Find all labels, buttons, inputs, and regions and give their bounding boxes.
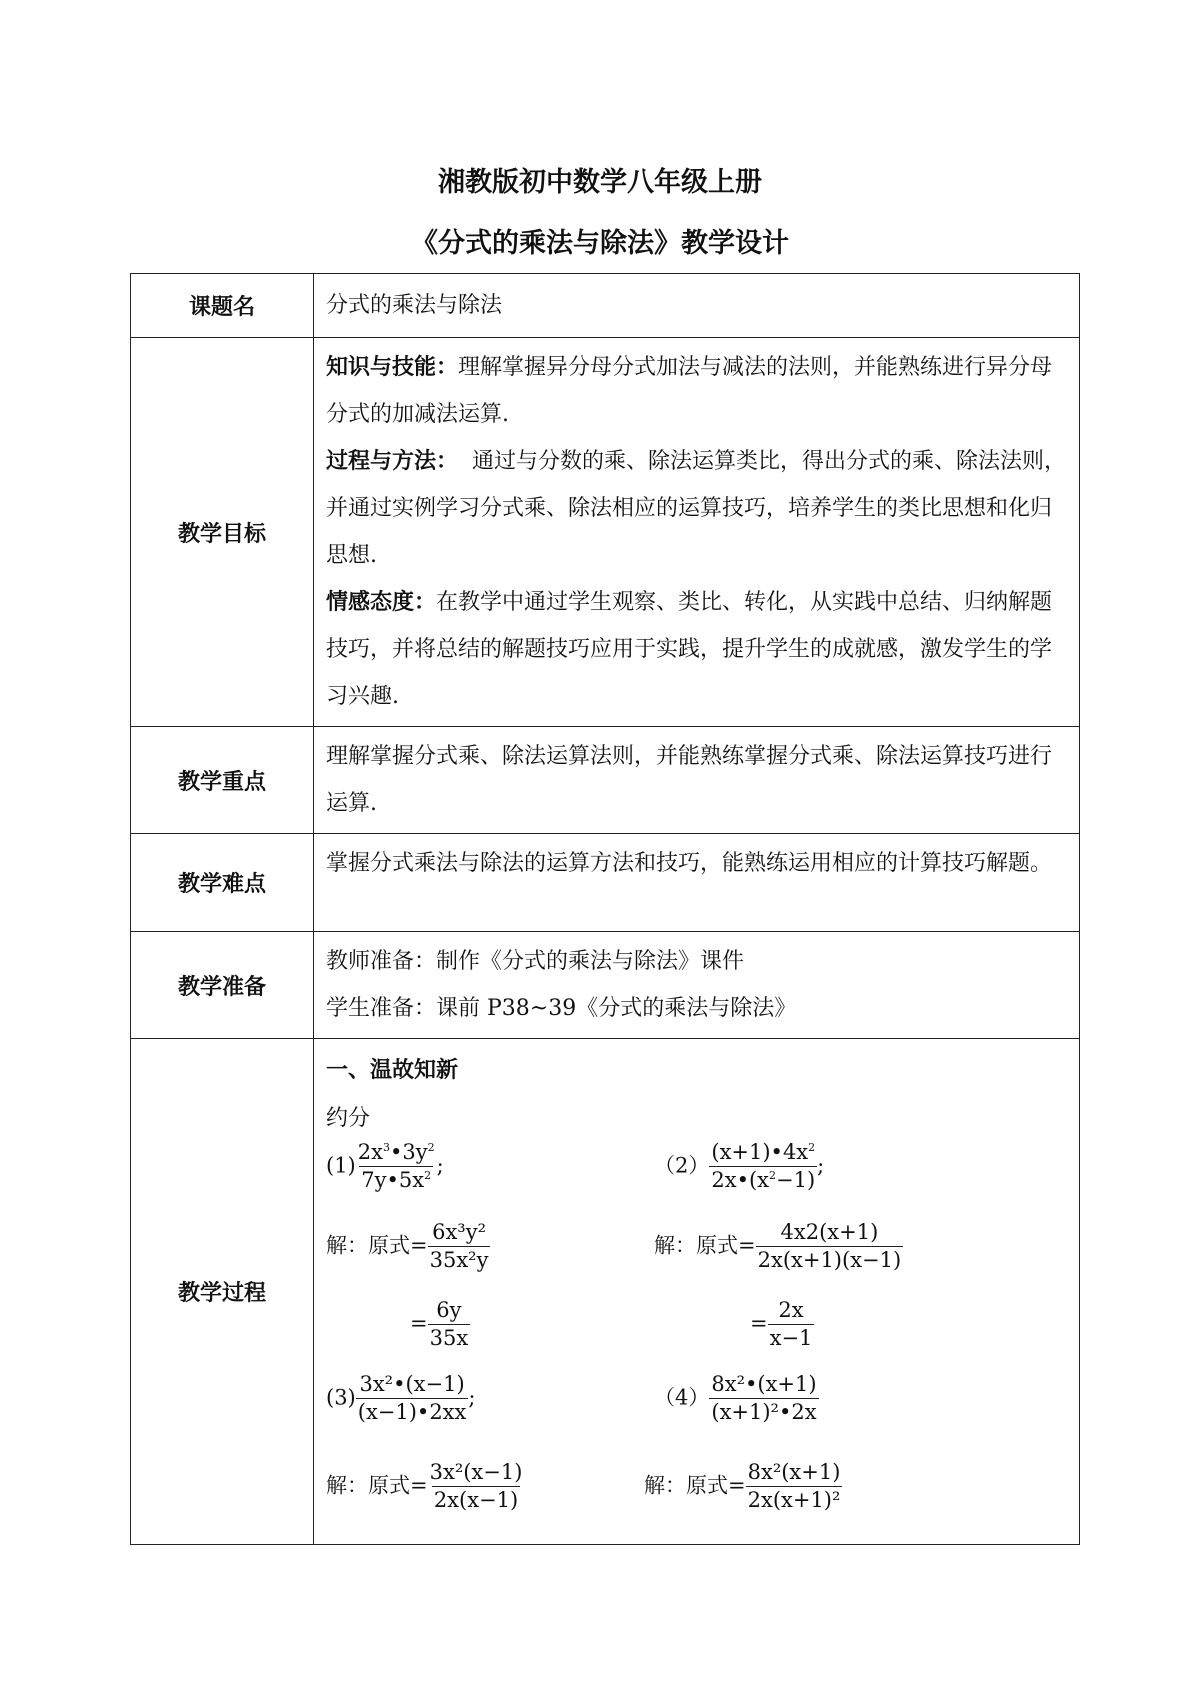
problem-4-denominator: (x+1)²•2x [709,1398,818,1426]
result-2-fraction [768,1297,815,1353]
result-1-denominator: 35x [428,1324,471,1352]
goals-cell [314,338,1080,727]
solution-4-prefix: 解：原式= [644,1473,746,1498]
solution-3-prefix: 解：原式= [326,1473,428,1498]
result-2: = $\frac{2x}{x-1}$ [750,1297,814,1353]
topic-label: 课题名 [131,274,314,338]
process-cell [314,1039,1080,1545]
goal-emotion [326,579,1069,720]
goal-process-text: 通过与分数的乘、除法运算类比，得出分式的乘、除法法则，并通过实例学习分式乘、除法相应的运算技巧，培养学生的类比思想和化归思想. [326,449,1067,568]
problem-2-index: （2） [654,1153,710,1178]
solution-2-numerator: 4x2(x+1) [780,1220,879,1244]
problem-3-index: (3) [326,1385,356,1410]
topic-value: 分式的乘法与除法 [314,274,1080,338]
prep-teacher: 教师准备：制作《分式的乘法与除法》课件 [326,949,745,974]
solution-1-denominator: 35x²y [428,1246,491,1274]
problem-3-tail: ; [468,1385,476,1410]
solution-1-numerator: 6x³y² [432,1220,486,1244]
problem-1-numerator: $2x^3•3y^2$ [357,1140,435,1164]
key-value: 理解掌握分式乘、除法运算法则，并能熟练掌握分式乘、除法运算技巧进行运算. [314,727,1080,834]
doc-title-line2: 《分式的乘法与除法》教学设计 [411,228,789,259]
key-label: 教学重点 [131,727,314,834]
result-1-fraction [428,1297,471,1353]
goals-label: 教学目标 [131,338,314,727]
result-2-numerator: 2x [778,1298,804,1322]
result-1: = $\frac{6y}{35x}$ [410,1297,470,1353]
lesson-plan-table [130,273,1080,1545]
solution-4-denominator: 2x(x+1)² [746,1486,843,1514]
problem-1-index: (1) [326,1153,356,1178]
solution-2-prefix: 解：原式= [654,1233,756,1258]
result-2-denominator: x−1 [768,1324,815,1352]
solution-1-prefix: 解：原式= [326,1233,428,1258]
solution-3 [326,1459,524,1515]
problem-4-index: （4） [654,1385,710,1410]
goal-knowledge [326,344,1069,438]
result-1-numerator: 6y [436,1298,462,1322]
problem-3-numerator: 3x²•(x−1) [359,1372,465,1396]
problem-2 [654,1139,824,1195]
prep-student: 学生准备：课前 P38~39《分式的乘法与除法》 [326,996,797,1021]
problem-2-fraction [709,1139,817,1195]
solution-2-fraction [756,1219,904,1275]
process-subtitle: 约分 [326,1106,371,1131]
solution-2-denominator: 2x(x+1)(x−1) [756,1246,904,1274]
prep-label: 教学准备 [131,932,314,1039]
problem-1-tail: ; [436,1153,444,1178]
goal-emotion-head: 情感态度： [326,590,437,615]
difficulty-label: 教学难点 [131,834,314,932]
solution-2 [654,1219,903,1275]
prep-cell [314,932,1080,1039]
goal-knowledge-text: 理解掌握异分母分式加法与减法的法则，并能熟练进行异分母分式的加减法运算. [326,355,1053,427]
problem-4 [654,1371,819,1427]
problem-1 [326,1139,444,1195]
solution-3-numerator: 3x²(x−1) [429,1460,523,1484]
process-label: 教学过程 [131,1039,314,1545]
problem-4-fraction [709,1371,818,1427]
process-section-title: 一、温故知新 [326,1058,459,1083]
problem-3-denominator: (x−1)•2xx [356,1398,469,1426]
solution-1 [326,1219,490,1275]
doc-title-line1: 湘教版初中数学八年级上册 [438,167,762,198]
goal-knowledge-head: 知识与技能： [326,355,459,380]
problem-4-numerator: 8x²•(x+1) [711,1372,817,1396]
problem-3-fraction [356,1371,469,1427]
solution-4 [644,1459,842,1515]
problem-2-numerator: $(x+1)•4x^2$ [711,1140,816,1164]
solution-4-numerator: 8x²(x+1) [747,1460,841,1484]
problem-3 [326,1371,475,1427]
solution-4-fraction [746,1459,843,1515]
solution-3-denominator: 2x(x−1) [432,1486,520,1514]
difficulty-value: 掌握分式乘法与除法的运算方法和技巧，能熟练运用相应的计算技巧解题。 [314,834,1080,932]
solution-3-fraction [428,1459,525,1515]
problem-1-fraction [356,1139,437,1195]
problem-1-denominator: $7y•5x^2$ [359,1166,433,1194]
goal-process [326,438,1069,579]
goal-emotion-text: 在教学中通过学生观察、类比、转化，从实践中总结、归纳解题技巧，并将总结的解题技巧应用于实践，提升学生的成就感，激发学生的学习兴趣. [326,590,1053,709]
solution-1-fraction [428,1219,491,1275]
goal-process-head: 过程与方法： [326,449,459,474]
problem-2-denominator: $2x•(x^2-1)$ [709,1166,817,1194]
problem-2-tail: ; [817,1153,825,1178]
